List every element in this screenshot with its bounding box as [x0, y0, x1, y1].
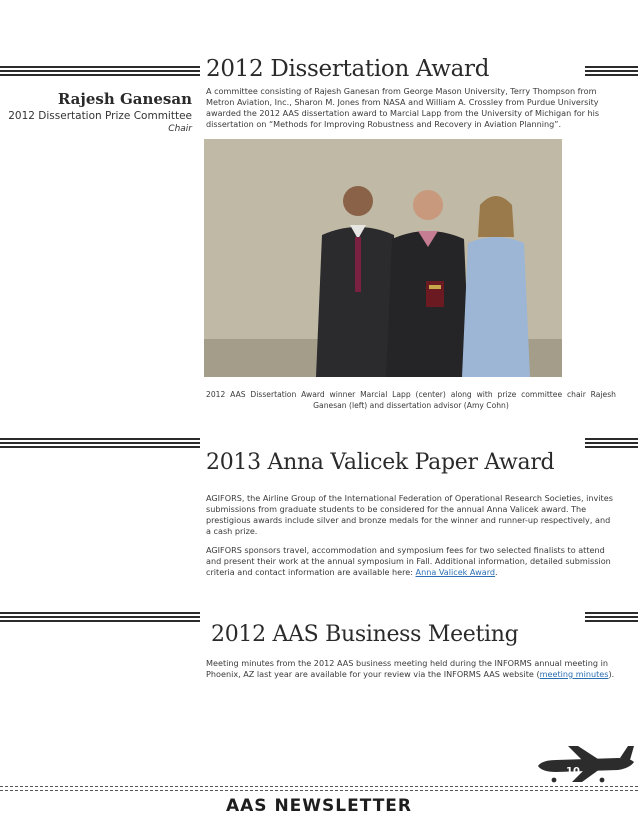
anna-valicek-award-link[interactable]: Anna Valicek Award — [415, 567, 496, 577]
section-divider-stripes — [585, 438, 638, 449]
award-photo-illustration — [204, 139, 562, 377]
footer-rule-middle — [0, 790, 638, 791]
paper-award-heading: 2013 Anna Valicek Paper Award — [206, 450, 555, 475]
dissertation-award-heading: 2012 Dissertation Award — [206, 56, 490, 82]
business-meeting-paragraph — [206, 658, 616, 680]
paper-award-paragraph-2-end: . — [495, 567, 498, 577]
paper-award-paragraph-1: AGIFORS, the Airline Group of the International Federation of Operational Research Societies, invites submissions from graduate students to be considered for the annual Anna Valicek award. The prestigious awards include silver and bronze medals for the winner and runner-up respectively, and a cash prize. — [206, 493, 613, 536]
section-divider-stripes — [585, 612, 638, 623]
paper-award-paragraph-2-text: AGIFORS sponsors travel, accommodation and symposium fees for two selected finalists to attend and present their work at the annual symposium in Fall. Additional information, detailed submission criteria and contact information are available here: — [206, 545, 611, 577]
author-name: Rajesh Ganesan — [57, 90, 192, 108]
meeting-minutes-link[interactable]: meeting minutes — [539, 669, 609, 679]
business-meeting-heading: 2012 AAS Business Meeting — [211, 622, 519, 647]
award-photo-caption: 2012 AAS Dissertation Award winner Marcial Lapp (center) along with prize committee chair Rajesh Ganesan (left) and dissertation advisor (Amy Cohn) — [206, 390, 616, 410]
footer-rule-top — [0, 786, 638, 787]
newsletter-title: AAS NEWSLETTER — [225, 796, 413, 816]
airplane-icon — [532, 742, 636, 784]
section-divider-stripes — [0, 438, 200, 449]
author-title: Chair — [168, 124, 192, 134]
award-photo — [204, 139, 562, 377]
paper-award-paragraph-2 — [206, 545, 616, 578]
business-meeting-body — [206, 658, 616, 680]
section-divider-stripes — [585, 66, 638, 77]
dissertation-award-paragraph: A committee consisting of Rajesh Ganesan from George Mason University, Terry Thompson from Metron Aviation, Inc., Sharon M. Jones from NASA and William A. Crossley from Purdue University awarded the 2012 AAS dissertation award to Marcial Lapp from the University of Michigan for his dissertation on “Methods for Improving Robustness and Recovery in Aviation Planning”. — [206, 86, 600, 129]
paper-award-body — [206, 493, 616, 578]
section-divider-stripes — [0, 66, 200, 77]
author-role: 2012 Dissertation Prize Committee — [8, 110, 192, 122]
section-divider-stripes — [0, 612, 200, 623]
business-meeting-paragraph-end: ). — [608, 669, 615, 679]
business-meeting-paragraph-text: Meeting minutes from the 2012 AAS business meeting held during the INFORMS annual meeting in Phoenix, AZ last year are available for your review via the INFORMS AAS website ( — [206, 658, 608, 679]
page-number: 10 — [566, 766, 580, 777]
dissertation-award-body — [206, 86, 616, 130]
